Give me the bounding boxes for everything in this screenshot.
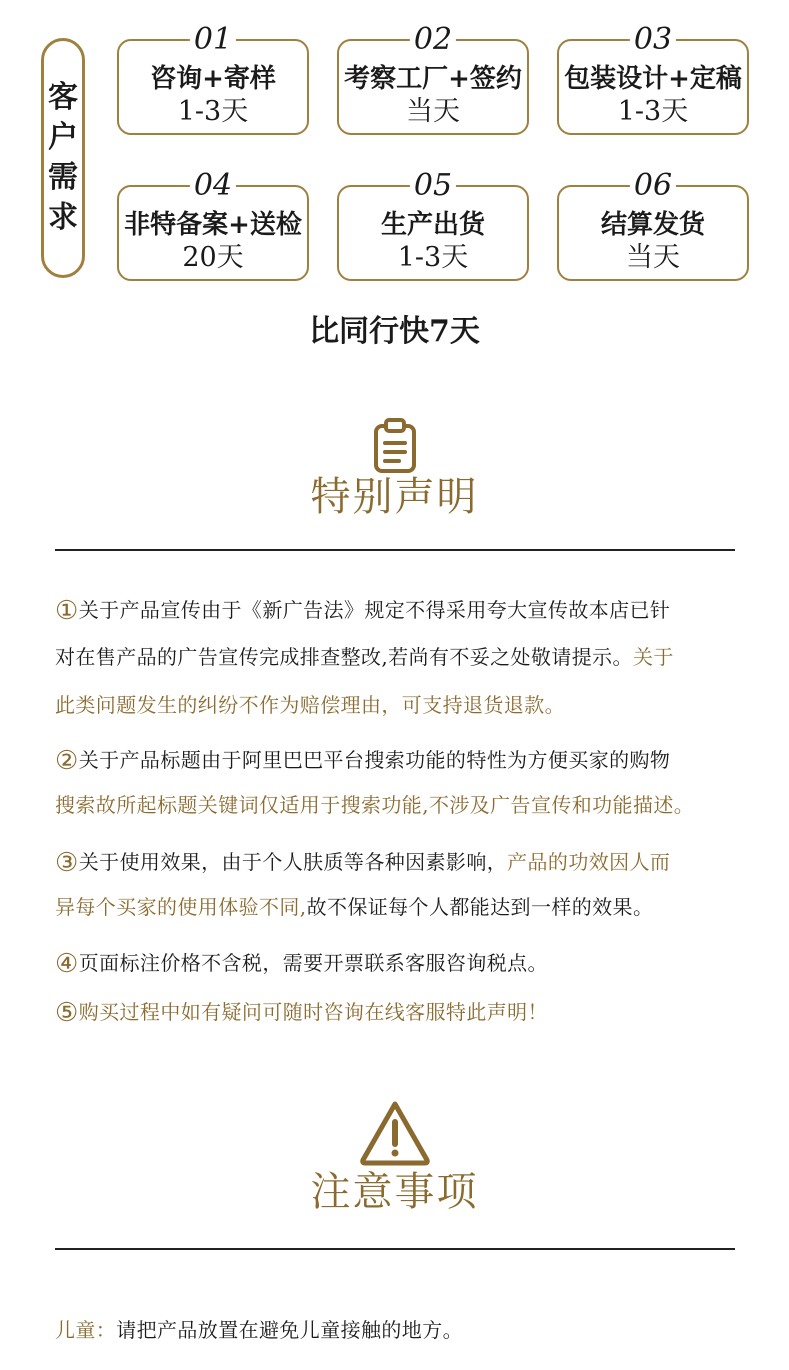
step-title: 考察工厂+签约 bbox=[344, 64, 522, 94]
customer-demand-label bbox=[41, 38, 85, 278]
step-card-05 bbox=[337, 168, 529, 281]
text-segment: 对在售产品的广告宣传完成排查整改,若尚有不妥之处敬请提示。 bbox=[55, 645, 633, 669]
divider bbox=[55, 1248, 735, 1250]
declaration-item-5 bbox=[55, 998, 755, 1028]
text-segment: 关于使用效果，由于个人肤质等各种因素影响， bbox=[78, 850, 508, 874]
text-segment: 异每个买家的使用体验不同, bbox=[55, 895, 307, 919]
text-segment: 搜索故所起标题关键词仅适用于搜索功能,不涉及广告宣传和功能描述。 bbox=[55, 793, 695, 817]
step-title: 包装设计+定稿 bbox=[564, 64, 742, 94]
step-title: 结算发货 bbox=[600, 210, 705, 240]
notes-child-line bbox=[55, 1318, 755, 1342]
declaration-item-3 bbox=[55, 850, 755, 919]
text-segment: 产品的功效因人而 bbox=[507, 850, 671, 874]
notes-title: 注意事项 bbox=[310, 1169, 479, 1215]
step-days: 当天 bbox=[406, 96, 460, 127]
step-days: 当天 bbox=[626, 242, 680, 273]
declaration-item-1 bbox=[55, 598, 755, 717]
step-card-06 bbox=[557, 168, 749, 281]
step-card-01 bbox=[117, 22, 309, 135]
item-marker: ③ bbox=[55, 848, 79, 878]
customer-char: 需 bbox=[48, 160, 78, 195]
text-segment: 故不保证每个人都能达到一样的效果。 bbox=[306, 895, 654, 919]
text-segment: 购买过程中如有疑问可随时咨询在线客服特此声明！ bbox=[78, 1000, 548, 1024]
step-days: 20天 bbox=[182, 242, 244, 273]
text-segment: 此类问题发生的纠纷不作为赔偿理由，可支持退货退款。 bbox=[55, 693, 565, 717]
text-segment: 页面标注价格不含税，需要开票联系客服咨询税点。 bbox=[78, 951, 548, 975]
text-segment: 关于产品标题由于阿里巴巴平台搜索功能的特性为方便买家的购物 bbox=[78, 748, 671, 772]
step-number: 01 bbox=[190, 23, 236, 57]
step-card-02 bbox=[337, 22, 529, 135]
customer-char: 户 bbox=[48, 120, 78, 155]
step-title: 非特备案+送检 bbox=[124, 210, 302, 240]
step-number: 04 bbox=[190, 169, 236, 203]
step-number: 02 bbox=[410, 23, 456, 57]
declaration-item-4 bbox=[55, 949, 755, 979]
step-card-03 bbox=[557, 22, 749, 135]
step-days: 1-3天 bbox=[617, 96, 689, 127]
item-marker: ② bbox=[55, 746, 79, 776]
step-card-04 bbox=[117, 168, 309, 281]
step-title: 咨询+寄样 bbox=[150, 64, 276, 94]
item-marker: ① bbox=[55, 596, 79, 626]
faster-than-peers: 比同行快7天 bbox=[309, 314, 480, 349]
text-segment: 关于 bbox=[632, 645, 674, 669]
step-number: 06 bbox=[630, 169, 676, 203]
declaration-title: 特别声明 bbox=[310, 474, 479, 520]
child-text: 请把产品放置在避免儿童接触的地方。 bbox=[116, 1318, 464, 1342]
clipboard-icon bbox=[0, 418, 789, 478]
divider bbox=[55, 549, 735, 551]
declaration-item-2 bbox=[55, 748, 755, 817]
child-label: 儿童： bbox=[55, 1318, 117, 1342]
step-title: 生产出货 bbox=[380, 210, 485, 240]
step-days: 1-3天 bbox=[397, 242, 469, 273]
customer-char: 求 bbox=[48, 200, 78, 235]
step-number: 03 bbox=[630, 23, 676, 57]
item-marker: ④ bbox=[55, 949, 79, 979]
warning-icon bbox=[0, 1100, 789, 1170]
step-days: 1-3天 bbox=[177, 96, 249, 127]
text-segment: 关于产品宣传由于《新广告法》规定不得采用夸大宣传故本店已针 bbox=[78, 598, 671, 622]
customer-char: 客 bbox=[48, 80, 78, 115]
step-number: 05 bbox=[410, 169, 456, 203]
item-marker: ⑤ bbox=[55, 998, 79, 1028]
